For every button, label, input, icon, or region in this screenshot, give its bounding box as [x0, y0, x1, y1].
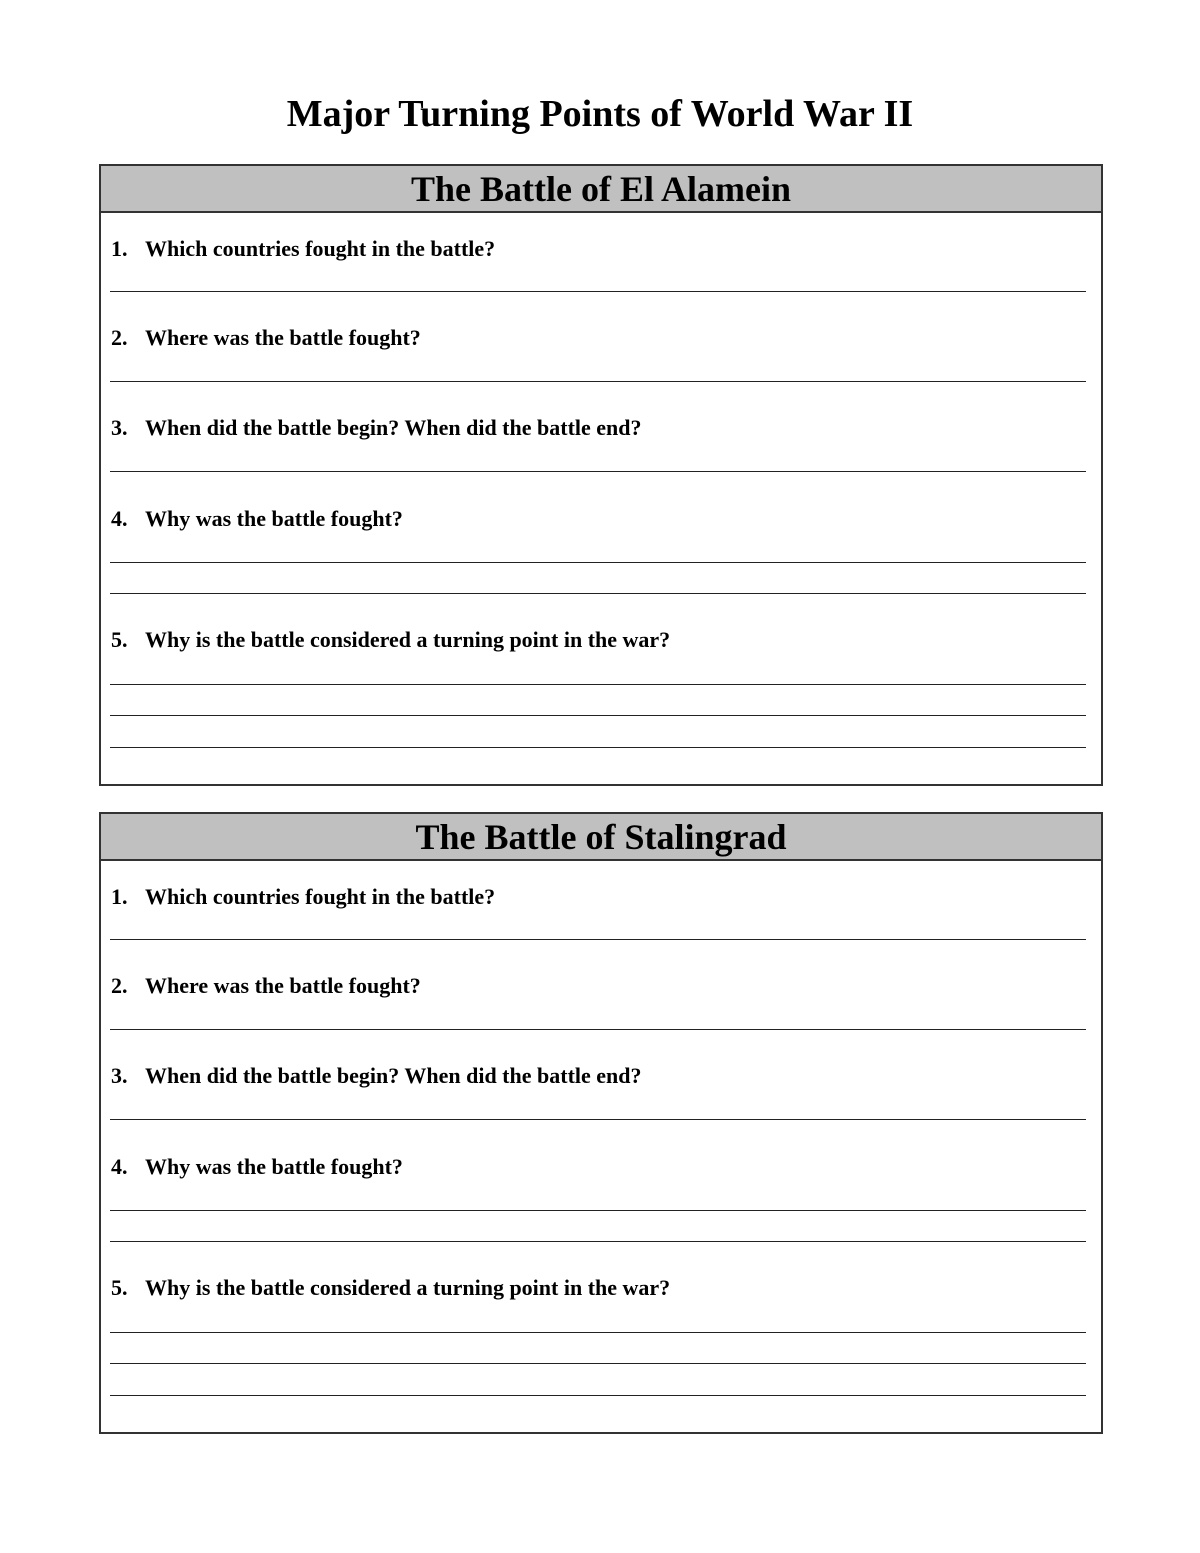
- answer-line[interactable]: [110, 593, 1086, 594]
- answer-line[interactable]: [110, 1395, 1086, 1396]
- question-number: 2.: [111, 325, 128, 350]
- question-text: Which countries fought in the battle?: [145, 236, 496, 261]
- answer-line[interactable]: [110, 1241, 1086, 1242]
- question-text: When did the battle begin? When did the battle end?: [145, 415, 642, 440]
- question-3: [111, 1063, 642, 1089]
- question-2: [111, 973, 421, 999]
- answer-line[interactable]: [110, 562, 1086, 563]
- question-number: 4.: [111, 506, 128, 531]
- question-text: When did the battle begin? When did the battle end?: [145, 1063, 642, 1088]
- question-text: Why was the battle fought?: [145, 506, 403, 531]
- answer-line[interactable]: [110, 1363, 1086, 1364]
- answer-line[interactable]: [110, 939, 1086, 940]
- question-text: Which countries fought in the battle?: [145, 884, 496, 909]
- section-stalingrad: [99, 812, 1103, 1434]
- question-number: 1.: [111, 236, 128, 261]
- question-number: 4.: [111, 1154, 128, 1179]
- answer-line[interactable]: [110, 684, 1086, 685]
- question-number: 5.: [111, 627, 128, 652]
- question-number: 5.: [111, 1275, 128, 1300]
- section-heading: The Battle of Stalingrad: [101, 814, 1101, 861]
- question-1: [111, 884, 495, 910]
- question-4: [111, 506, 403, 532]
- question-text: Where was the battle fought?: [145, 325, 421, 350]
- answer-line[interactable]: [110, 1029, 1086, 1030]
- answer-line[interactable]: [110, 381, 1086, 382]
- answer-line[interactable]: [110, 1210, 1086, 1211]
- question-text: Where was the battle fought?: [145, 973, 421, 998]
- question-5: [111, 627, 670, 653]
- question-text: Why is the battle considered a turning point in the war?: [145, 627, 671, 652]
- question-number: 2.: [111, 973, 128, 998]
- answer-line[interactable]: [110, 1332, 1086, 1333]
- question-2: [111, 325, 421, 351]
- section-el-alamein: [99, 164, 1103, 786]
- question-number: 3.: [111, 415, 128, 440]
- question-text: Why is the battle considered a turning point in the war?: [145, 1275, 671, 1300]
- question-number: 3.: [111, 1063, 128, 1088]
- section-heading: The Battle of El Alamein: [101, 166, 1101, 213]
- question-1: [111, 236, 495, 262]
- page-title: Major Turning Points of World War II: [286, 93, 914, 135]
- question-5: [111, 1275, 670, 1301]
- question-text: Why was the battle fought?: [145, 1154, 403, 1179]
- question-number: 1.: [111, 884, 128, 909]
- question-3: [111, 415, 642, 441]
- answer-line[interactable]: [110, 291, 1086, 292]
- answer-line[interactable]: [110, 747, 1086, 748]
- answer-line[interactable]: [110, 1119, 1086, 1120]
- answer-line[interactable]: [110, 471, 1086, 472]
- question-4: [111, 1154, 403, 1180]
- answer-line[interactable]: [110, 715, 1086, 716]
